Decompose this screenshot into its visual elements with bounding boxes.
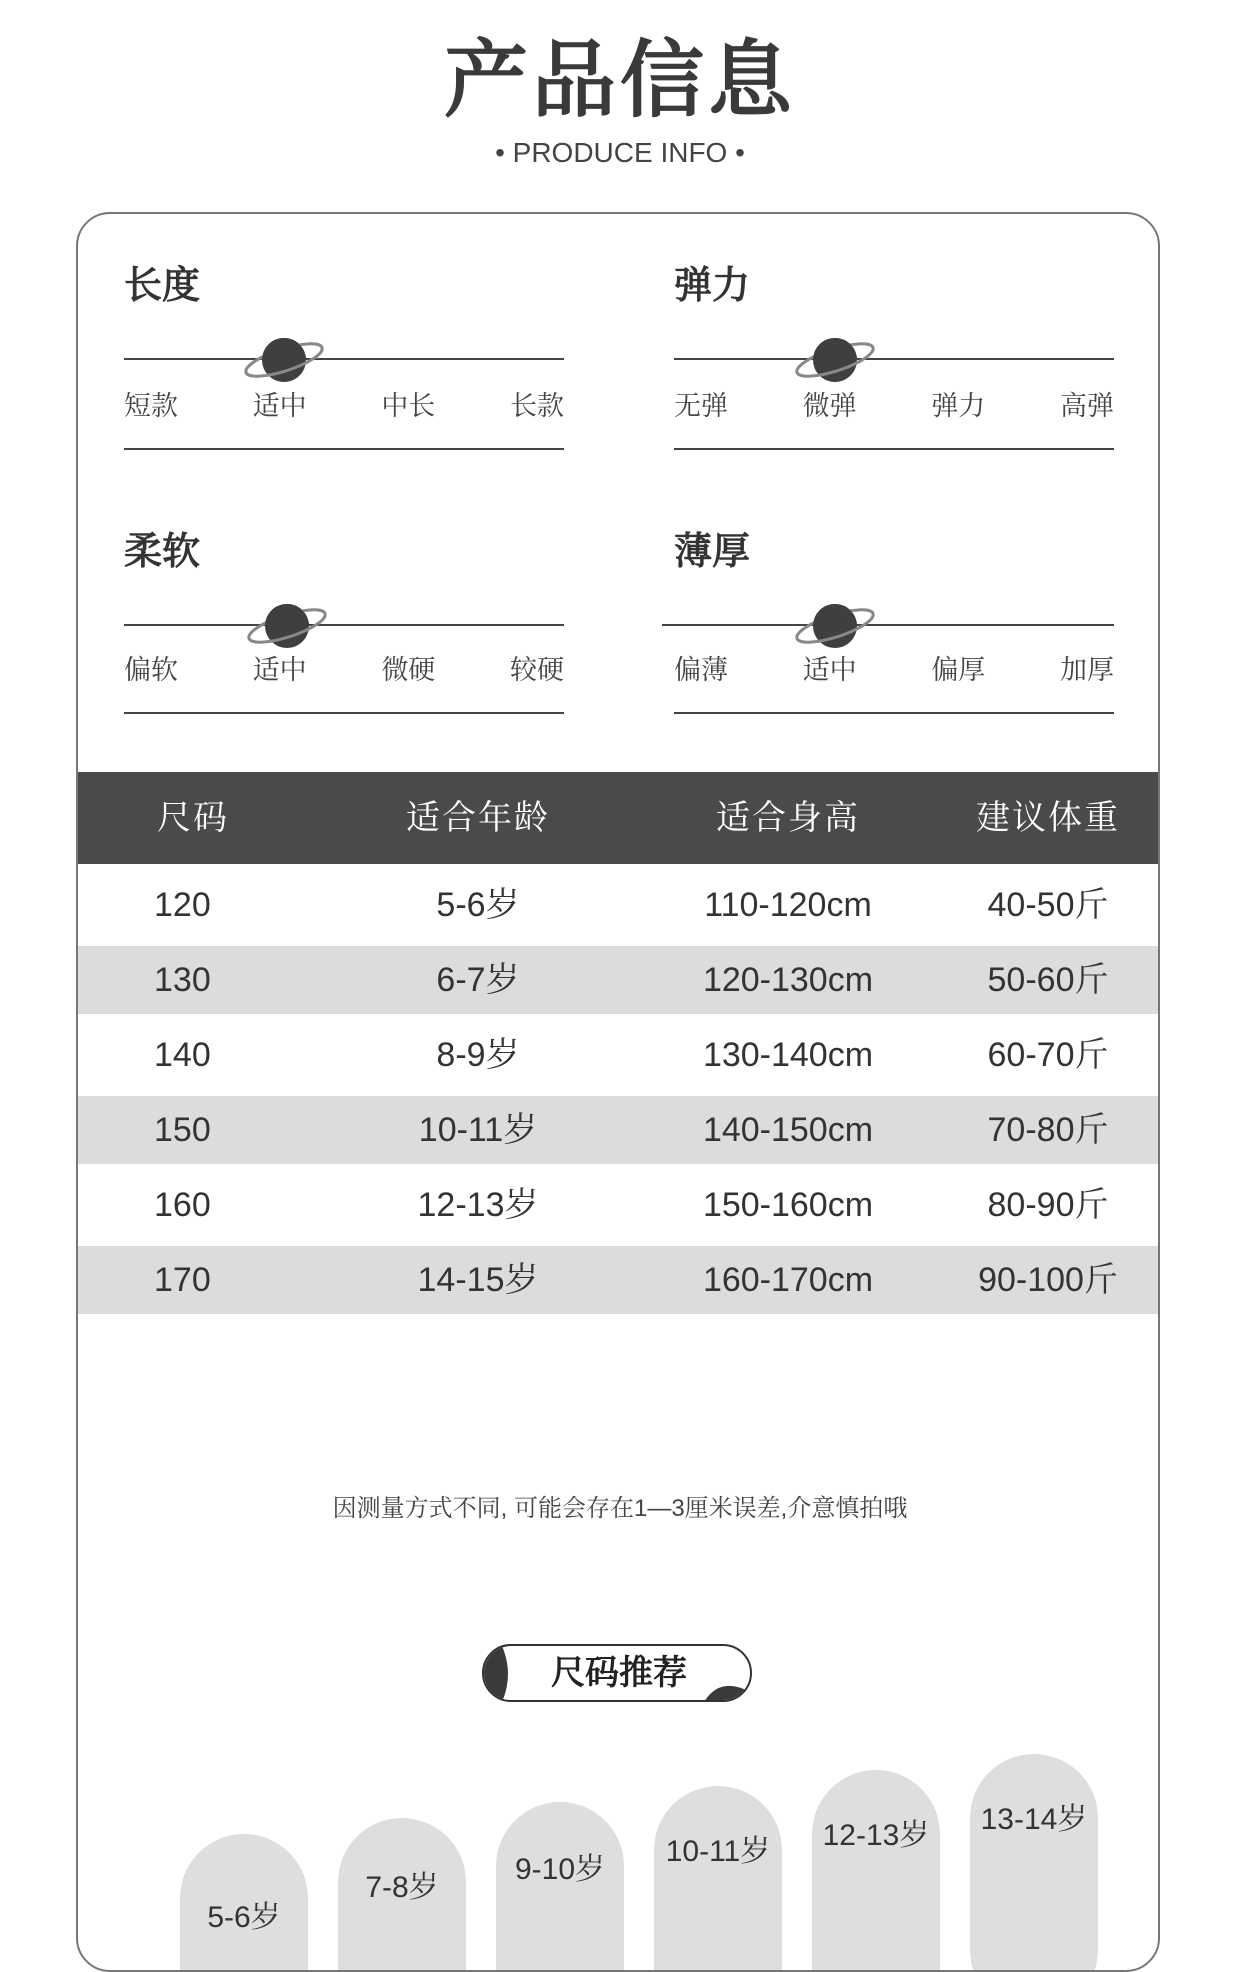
age-pill bbox=[812, 1770, 940, 1972]
attribute-scale-line bbox=[124, 624, 564, 626]
divider bbox=[124, 448, 564, 450]
product-info-card bbox=[76, 212, 1160, 1972]
attribute-options bbox=[674, 654, 1114, 686]
page-title: 产品信息 bbox=[443, 33, 796, 127]
option-label: 微弹 bbox=[802, 391, 857, 421]
table-row bbox=[78, 1096, 1160, 1164]
option-label: 弹力 bbox=[931, 391, 986, 421]
table-cell: 5-6岁 bbox=[436, 886, 520, 924]
planet-marker-icon bbox=[790, 330, 880, 390]
option-label: 长款 bbox=[509, 391, 564, 421]
table-cell: 130 bbox=[154, 961, 211, 999]
age-pill-label: 13-14岁 bbox=[980, 1803, 1088, 1836]
table-row bbox=[78, 1164, 1160, 1246]
table-cell: 120-130cm bbox=[702, 961, 874, 999]
column-header-weight: 建议体重 bbox=[976, 799, 1120, 837]
column-header-height: 适合身高 bbox=[716, 799, 860, 837]
table-cell: 160-170cm bbox=[702, 1261, 874, 1299]
table-cell: 80-90斤 bbox=[987, 1186, 1109, 1224]
option-label: 无弹 bbox=[674, 391, 728, 421]
age-pill-label: 9-10岁 bbox=[514, 1853, 606, 1886]
divider bbox=[674, 448, 1114, 450]
table-row bbox=[78, 864, 1160, 946]
option-label: 偏软 bbox=[124, 655, 178, 685]
attribute-title: 长度 bbox=[124, 265, 201, 307]
option-label: 高弹 bbox=[1059, 391, 1114, 421]
table-cell: 130-140cm bbox=[702, 1036, 874, 1074]
table-cell: 90-100斤 bbox=[978, 1261, 1118, 1299]
table-cell: 6-7岁 bbox=[436, 961, 520, 999]
attribute-title: 柔软 bbox=[124, 531, 201, 573]
table-cell: 170 bbox=[154, 1261, 211, 1299]
age-pill-label: 12-13岁 bbox=[822, 1819, 930, 1852]
divider bbox=[674, 712, 1114, 714]
attribute-scale-line bbox=[674, 358, 1114, 360]
attribute-thickness bbox=[674, 530, 1114, 685]
size-table-header bbox=[78, 772, 1160, 864]
attribute-softness bbox=[124, 530, 564, 685]
table-row bbox=[78, 1246, 1160, 1314]
option-label: 偏厚 bbox=[931, 655, 986, 685]
attribute-scale-line bbox=[662, 624, 1114, 626]
attribute-options bbox=[674, 390, 1114, 422]
page-subtitle: • PRODUCE INFO • bbox=[495, 137, 745, 168]
table-cell: 8-9岁 bbox=[436, 1036, 520, 1074]
size-recommend-label: 尺码推荐 bbox=[551, 1654, 687, 1692]
attribute-title: 薄厚 bbox=[674, 531, 751, 573]
age-pill-label: 10-11岁 bbox=[665, 1835, 771, 1868]
table-cell: 120 bbox=[154, 886, 211, 924]
table-cell: 150-160cm bbox=[702, 1186, 874, 1224]
age-pill bbox=[654, 1786, 782, 1972]
table-cell: 150 bbox=[154, 1111, 211, 1149]
table-cell: 14-15岁 bbox=[417, 1261, 539, 1299]
planet-marker-icon bbox=[790, 596, 880, 656]
attribute-options bbox=[124, 390, 564, 422]
age-pill bbox=[496, 1802, 624, 1972]
size-table-body bbox=[78, 864, 1160, 1314]
table-cell: 140 bbox=[154, 1036, 211, 1074]
divider bbox=[124, 712, 564, 714]
option-label: 短款 bbox=[124, 391, 178, 421]
table-cell: 160 bbox=[154, 1186, 211, 1224]
option-label: 适中 bbox=[252, 655, 307, 685]
table-cell: 110-120cm bbox=[704, 886, 872, 924]
table-cell: 70-80斤 bbox=[987, 1111, 1109, 1149]
option-label: 较硬 bbox=[509, 655, 564, 685]
attribute-scale-line bbox=[124, 358, 564, 360]
age-pill-label: 5-6岁 bbox=[207, 1901, 281, 1934]
attribute-length bbox=[124, 264, 564, 421]
table-cell: 60-70斤 bbox=[987, 1036, 1109, 1074]
table-row bbox=[78, 1014, 1160, 1096]
table-cell: 12-13岁 bbox=[417, 1186, 539, 1224]
option-label: 微硬 bbox=[381, 655, 436, 685]
option-label: 加厚 bbox=[1059, 655, 1114, 685]
planet-marker-icon bbox=[239, 330, 329, 390]
measurement-note: 因测量方式不同, 可能会存在1—3厘米误差,介意慎拍哦 bbox=[332, 1495, 908, 1522]
option-label: 中长 bbox=[381, 391, 436, 421]
table-cell: 10-11岁 bbox=[418, 1111, 538, 1149]
size-recommend-badge bbox=[482, 1644, 752, 1702]
table-cell: 140-150cm bbox=[702, 1111, 874, 1149]
option-label: 适中 bbox=[802, 655, 857, 685]
option-label: 偏薄 bbox=[674, 655, 728, 685]
column-header-size: 尺码 bbox=[157, 799, 229, 837]
age-pill bbox=[338, 1818, 466, 1972]
table-row bbox=[78, 946, 1160, 1014]
column-header-age: 适合年龄 bbox=[406, 799, 550, 837]
age-pill bbox=[180, 1834, 308, 1972]
option-label: 适中 bbox=[252, 391, 307, 421]
age-pill bbox=[970, 1754, 1098, 1972]
attribute-elasticity bbox=[674, 264, 1114, 421]
table-cell: 50-60斤 bbox=[987, 961, 1109, 999]
age-pill-label: 7-8岁 bbox=[365, 1871, 439, 1904]
attribute-options bbox=[124, 654, 564, 686]
planet-marker-icon bbox=[242, 596, 332, 656]
attribute-title: 弹力 bbox=[674, 265, 751, 307]
table-cell: 40-50斤 bbox=[987, 886, 1109, 924]
